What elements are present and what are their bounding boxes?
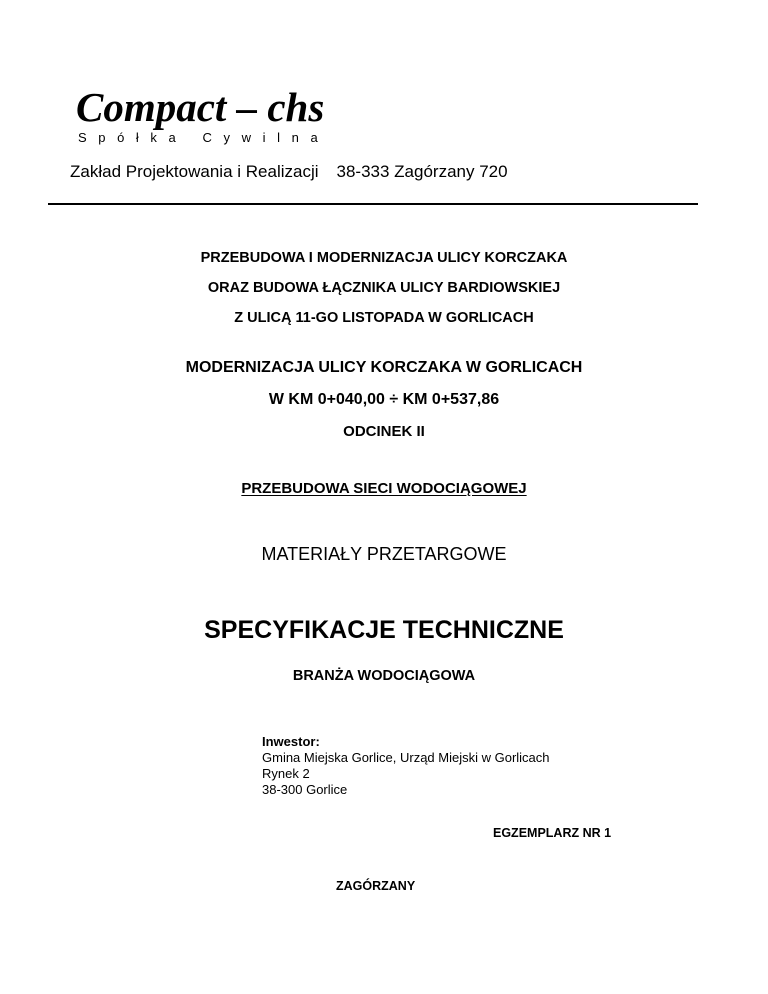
company-info-line [70,162,508,182]
modernization-line-2: W KM 0+040,00 ÷ KM 0+537,86 [268,391,500,408]
company-department: Zakład Projektowania i Realizacji [70,162,319,181]
project-title-line-1: PRZEBUDOWA I MODERNIZACJA ULICY KORCZAKA [200,250,568,266]
header-divider [48,203,698,205]
project-title-line-2: ORAZ BUDOWA ŁĄCZNIKA ULICY BARDIOWSKIEJ [207,280,561,296]
modernization-line-3: ODCINEK II [343,423,425,440]
branch-title: BRANŻA WODOCIĄGOWA [292,668,476,684]
investor-line-2: Rynek 2 [262,766,310,781]
company-logo-name: Compact – chs [76,84,325,130]
investor-line-1: Gmina Miejska Gorlice, Urząd Miejski w Gorlicach [262,750,550,765]
network-title-text: PRZEBUDOWA SIECI WODOCIĄGOWEJ [241,480,527,497]
project-title-line-3: Z ULICĄ 11-GO LISTOPADA W GORLICACH [234,310,534,326]
place-name: ZAGÓRZANY [336,879,416,893]
project-title-block [0,243,768,333]
company-type: Spółka Cywilna [78,130,330,145]
network-title [0,478,768,500]
modernization-line-1: MODERNIZACJA ULICY KORCZAKA W GORLICACH [185,359,583,376]
investor-block [262,734,550,798]
investor-label: Inwestor: [262,734,320,749]
investor-line-3: 38-300 Gorlice [262,782,348,797]
modernization-block [0,353,768,447]
company-address: 38-333 Zagórzany 720 [336,162,508,181]
materials-heading: MATERIAŁY PRZETARGOWE [261,544,507,564]
copy-number: EGZEMPLARZ NR 1 [493,826,612,840]
spec-title: SPECYFIKACJE TECHNICZNE [204,616,564,644]
